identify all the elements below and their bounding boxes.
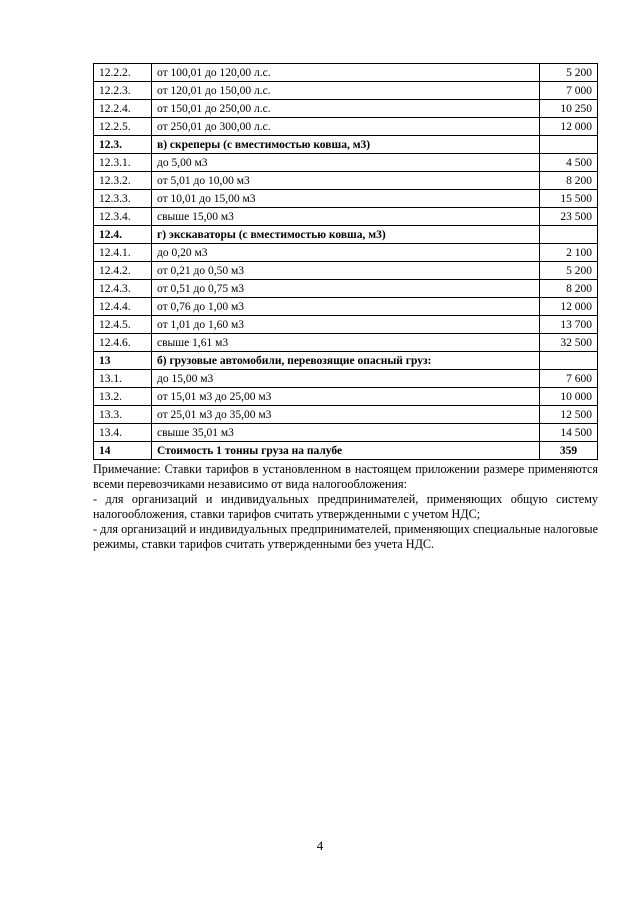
row-code-cell: 12.3.1. xyxy=(94,154,152,172)
row-description-cell: в) скреперы (с вместимостью ковша, м3) xyxy=(152,136,540,154)
row-description-cell: от 100,01 до 120,00 л.с. xyxy=(152,64,540,82)
table-row xyxy=(94,244,598,262)
row-code-cell: 12.4.3. xyxy=(94,280,152,298)
row-description-cell: от 250,01 до 300,00 л.с. xyxy=(152,118,540,136)
row-code-cell: 12.4.1. xyxy=(94,244,152,262)
row-value-cell: 5 200 xyxy=(540,262,598,280)
row-value-cell xyxy=(540,136,598,154)
table-section-row xyxy=(94,136,598,154)
row-code-cell: 12.3. xyxy=(94,136,152,154)
row-value-cell: 10 000 xyxy=(540,388,598,406)
row-value-cell: 5 200 xyxy=(540,64,598,82)
row-code-cell: 12.4. xyxy=(94,226,152,244)
row-value-cell xyxy=(540,226,598,244)
row-value-cell: 8 200 xyxy=(540,280,598,298)
table-row xyxy=(94,172,598,190)
row-value-cell: 15 500 xyxy=(540,190,598,208)
table-row xyxy=(94,190,598,208)
table-row xyxy=(94,298,598,316)
row-description-cell: от 150,01 до 250,00 л.с. xyxy=(152,100,540,118)
row-code-cell: 12.3.2. xyxy=(94,172,152,190)
row-code-cell: 12.4.4. xyxy=(94,298,152,316)
row-value-cell: 7 000 xyxy=(540,82,598,100)
row-description-cell: свыше 1,61 м3 xyxy=(152,334,540,352)
row-code-cell: 13.3. xyxy=(94,406,152,424)
row-description-cell: до 15,00 м3 xyxy=(152,370,540,388)
row-code-cell: 12.2.5. xyxy=(94,118,152,136)
row-description-cell: свыше 35,01 м3 xyxy=(152,424,540,442)
row-description-cell: от 25,01 м3 до 35,00 м3 xyxy=(152,406,540,424)
table-section-row xyxy=(94,226,598,244)
row-code-cell: 13.4. xyxy=(94,424,152,442)
row-code-cell: 12.4.5. xyxy=(94,316,152,334)
row-code-cell: 12.3.4. xyxy=(94,208,152,226)
row-value-cell: 12 000 xyxy=(540,298,598,316)
table-row xyxy=(94,406,598,424)
row-description-cell: до 5,00 м3 xyxy=(152,154,540,172)
note-block xyxy=(93,462,598,552)
row-description-cell: от 15,01 м3 до 25,00 м3 xyxy=(152,388,540,406)
row-value-cell: 13 700 xyxy=(540,316,598,334)
table-row xyxy=(94,334,598,352)
row-value-cell: 7 600 xyxy=(540,370,598,388)
row-description-cell: от 120,01 до 150,00 л.с. xyxy=(152,82,540,100)
row-code-cell: 14 xyxy=(94,442,152,460)
row-code-cell: 12.4.2. xyxy=(94,262,152,280)
row-description-cell: Стоимость 1 тонны груза на палубе xyxy=(152,442,540,460)
row-code-cell: 12.4.6. xyxy=(94,334,152,352)
tariff-table-body xyxy=(94,64,598,460)
row-description-cell: от 0,76 до 1,00 м3 xyxy=(152,298,540,316)
table-row xyxy=(94,118,598,136)
row-code-cell: 12.3.3. xyxy=(94,190,152,208)
row-description-cell: от 10,01 до 15,00 м3 xyxy=(152,190,540,208)
row-value-cell xyxy=(540,352,598,370)
row-value-cell: 12 500 xyxy=(540,406,598,424)
row-value-cell: 2 100 xyxy=(540,244,598,262)
table-row xyxy=(94,388,598,406)
table-row xyxy=(94,82,598,100)
row-code-cell: 12.2.4. xyxy=(94,100,152,118)
table-row xyxy=(94,424,598,442)
row-code-cell: 13 xyxy=(94,352,152,370)
row-value-cell: 12 000 xyxy=(540,118,598,136)
row-description-cell: от 5,01 до 10,00 м3 xyxy=(152,172,540,190)
row-code-cell: 12.2.2. xyxy=(94,64,152,82)
table-section-row xyxy=(94,442,598,460)
note-paragraph-intro: Примечание: Ставки тарифов в установленном в настоящем приложении размере применяются всеми перевозчиками независимо от вида налогообложения: xyxy=(93,462,598,491)
row-code-cell: 12.2.3. xyxy=(94,82,152,100)
table-row xyxy=(94,154,598,172)
table-row xyxy=(94,100,598,118)
row-description-cell: от 0,51 до 0,75 м3 xyxy=(152,280,540,298)
note-paragraph-special-tax: - для организаций и индивидуальных предпринимателей, применяющих специальные налоговые режимы, ставки тарифов считать утвержденными без учета НДС. xyxy=(93,522,598,551)
table-row xyxy=(94,262,598,280)
row-value-cell: 8 200 xyxy=(540,172,598,190)
row-description-cell: г) экскаваторы (с вместимостью ковша, м3) xyxy=(152,226,540,244)
row-value-cell: 32 500 xyxy=(540,334,598,352)
page-number: 4 xyxy=(316,838,324,853)
row-description-cell: от 1,01 до 1,60 м3 xyxy=(152,316,540,334)
row-description-cell: свыше 15,00 м3 xyxy=(152,208,540,226)
row-description-cell: б) грузовые автомобили, перевозящие опасный груз: xyxy=(152,352,540,370)
row-value-cell: 4 500 xyxy=(540,154,598,172)
table-row xyxy=(94,370,598,388)
table-row xyxy=(94,208,598,226)
row-value-cell: 14 500 xyxy=(540,424,598,442)
table-row xyxy=(94,280,598,298)
row-value-cell: 10 250 xyxy=(540,100,598,118)
row-value-cell: 359 xyxy=(540,442,598,460)
row-value-cell: 23 500 xyxy=(540,208,598,226)
row-code-cell: 13.2. xyxy=(94,388,152,406)
table-section-row xyxy=(94,352,598,370)
table-row xyxy=(94,64,598,82)
row-description-cell: до 0,20 м3 xyxy=(152,244,540,262)
row-description-cell: от 0,21 до 0,50 м3 xyxy=(152,262,540,280)
tariff-table xyxy=(93,63,598,460)
table-row xyxy=(94,316,598,334)
note-paragraph-general-tax: - для организаций и индивидуальных предпринимателей, применяющих общую систему налогообложения, ставки тарифов считать утвержденными с учетом НДС; xyxy=(93,492,598,521)
row-code-cell: 13.1. xyxy=(94,370,152,388)
